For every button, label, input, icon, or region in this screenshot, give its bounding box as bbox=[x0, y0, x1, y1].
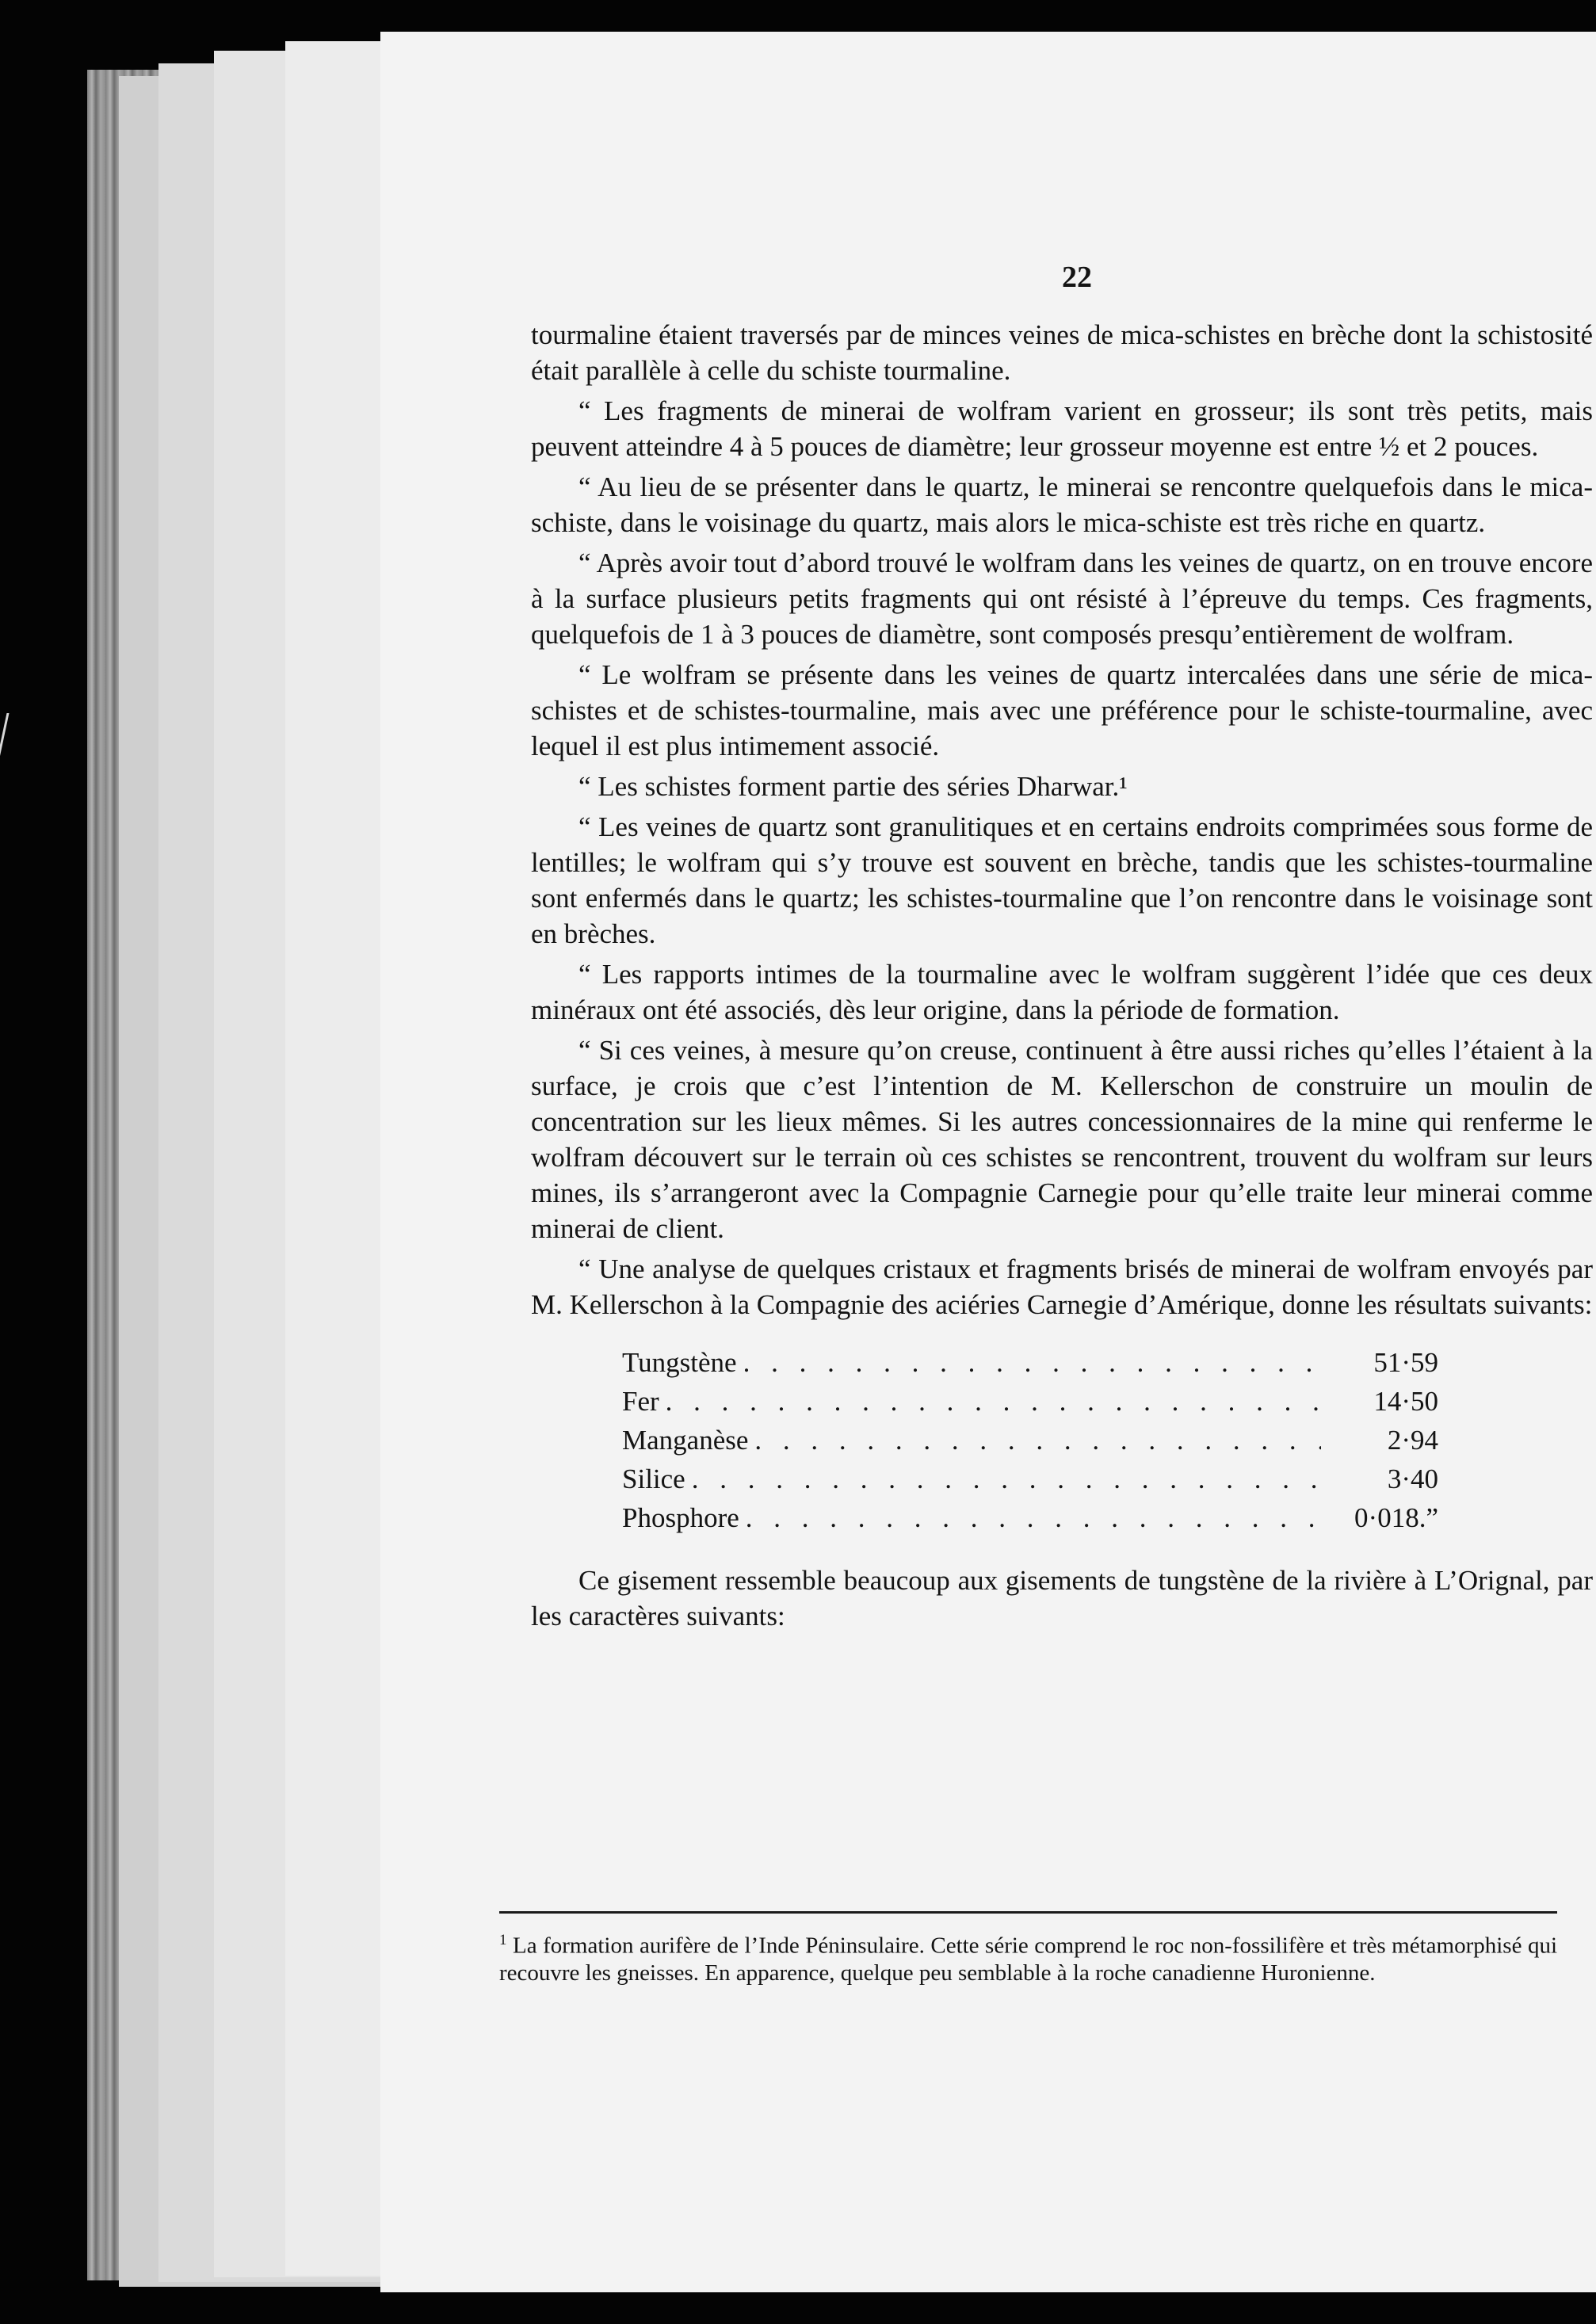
body-text bbox=[531, 317, 1593, 1639]
closing-paragraph: Ce gisement ressemble beaucoup aux gisements de tungstène de la rivière à L’Orignal, par les caractères suivants: bbox=[531, 1565, 1593, 1631]
paragraph: “ Les rapports intimes de la tourmaline avec le wolfram suggèrent l’idée que ces deux minéraux ont été associés, dès leur origine, dans la période de formation. bbox=[531, 959, 1593, 1025]
element-value: 0·018.” bbox=[1354, 1502, 1438, 1533]
scan-mark bbox=[0, 713, 30, 777]
document-page bbox=[380, 32, 1596, 2292]
paragraph: “ Si ces veines, à mesure qu’on creuse, continuent à être aussi riches qu’elles l’étaient à la surface, je crois que c’est l’intention de M. Kellerschon de construire un moulin de concentration sur les lieux mêmes. Si les autres concessionnaires de la mine qui renferme le wolfram découvert sur le terrain où ces schistes se rencontrent, trouvent du wolfram sur leurs mines, ils s’arrangeront avec la Compagnie Carnegie pour qu’elle traite leur minerai comme minerai de client. bbox=[531, 1035, 1593, 1244]
footnote-rule bbox=[499, 1911, 1557, 1914]
element-name: Manganèse bbox=[622, 1425, 749, 1456]
element-name: Tungstène bbox=[622, 1347, 737, 1378]
dot-leader bbox=[666, 1383, 1321, 1419]
paragraph: “ Les schistes forment partie des séries Dharwar.¹ bbox=[578, 771, 1128, 802]
paragraph: “ Une analyse de quelques cristaux et fragments brisés de minerai de wolfram envoyés par M. Kellerschon à la Compagnie des aciéries Carnegie d’Amérique, donne les résultats suivants: bbox=[531, 1254, 1593, 1320]
dot-leader bbox=[746, 1500, 1321, 1536]
dot-leader bbox=[692, 1461, 1321, 1497]
element-value: 2·94 bbox=[1387, 1425, 1438, 1456]
element-name: Phosphore bbox=[622, 1502, 739, 1533]
footnote bbox=[499, 1927, 1557, 1986]
element-name: Silice bbox=[622, 1463, 685, 1494]
analysis-row bbox=[622, 1383, 1438, 1422]
analysis-row bbox=[622, 1422, 1438, 1461]
paragraph: “ Le wolfram se présente dans les veines de quartz intercalées dans une série de mica-schistes et de schistes-tourmaline, mais avec une préférence pour le schiste-tourmaline, avec lequel il est plus intimement associé. bbox=[531, 659, 1593, 761]
analysis-row bbox=[622, 1461, 1438, 1500]
page-number: 22 bbox=[1062, 261, 1092, 294]
paragraph: “ Après avoir tout d’abord trouvé le wolfram dans les veines de quartz, on en trouve encore à la surface plusieurs petits fragments qui ont résisté à l’épreuve du temps. Ces fragments, quelquefois de 1 à 3 pouces de diamètre, sont composés presqu’entièrement de wolfram. bbox=[531, 548, 1593, 650]
paragraph: “ Les fragments de minerai de wolfram varient en grosseur; ils sont très petits, mais peuvent atteindre 4 à 5 pouces de diamètre; leur grosseur moyenne est entre ½ et 2 pouces. bbox=[531, 395, 1593, 462]
element-name: Fer bbox=[622, 1386, 659, 1417]
footnote-text: La formation aurifère de l’Inde Péninsulaire. Cette série comprend le roc non-fossilifère et très métamorphisé qui recouvre les gneisses. En apparence, quelque peu semblable à la roche canadienne Huronienne. bbox=[499, 1933, 1557, 1986]
element-value: 14·50 bbox=[1373, 1386, 1438, 1417]
paragraph: tourmaline étaient traversés par de minces veines de mica-schistes en brèche dont la schistosité était parallèle à celle du schiste tourmaline. bbox=[531, 319, 1593, 386]
analysis-table bbox=[622, 1345, 1438, 1539]
analysis-row bbox=[622, 1500, 1438, 1539]
paragraph: “ Au lieu de se présenter dans le quartz, le minerai se rencontre quelquefois dans le mica-schiste, dans le voisinage du quartz, mais alors le mica-schiste est très riche en quartz. bbox=[531, 471, 1593, 538]
dot-leader bbox=[754, 1422, 1321, 1458]
analysis-row bbox=[622, 1345, 1438, 1383]
paragraph: “ Les veines de quartz sont granulitiques et en certains endroits comprimées sous forme de lentilles; le wolfram qui s’y trouve est souvent en brèche, tandis que les schistes-tourmaline sont enfermés dans le quartz; les schistes-tourmaline que l’on rencontre dans le voisinage sont en brèches. bbox=[531, 811, 1593, 949]
footnote-mark: 1 bbox=[499, 1932, 507, 1948]
element-value: 3·40 bbox=[1387, 1463, 1438, 1494]
dot-leader bbox=[743, 1345, 1321, 1380]
element-value: 51·59 bbox=[1373, 1347, 1438, 1378]
